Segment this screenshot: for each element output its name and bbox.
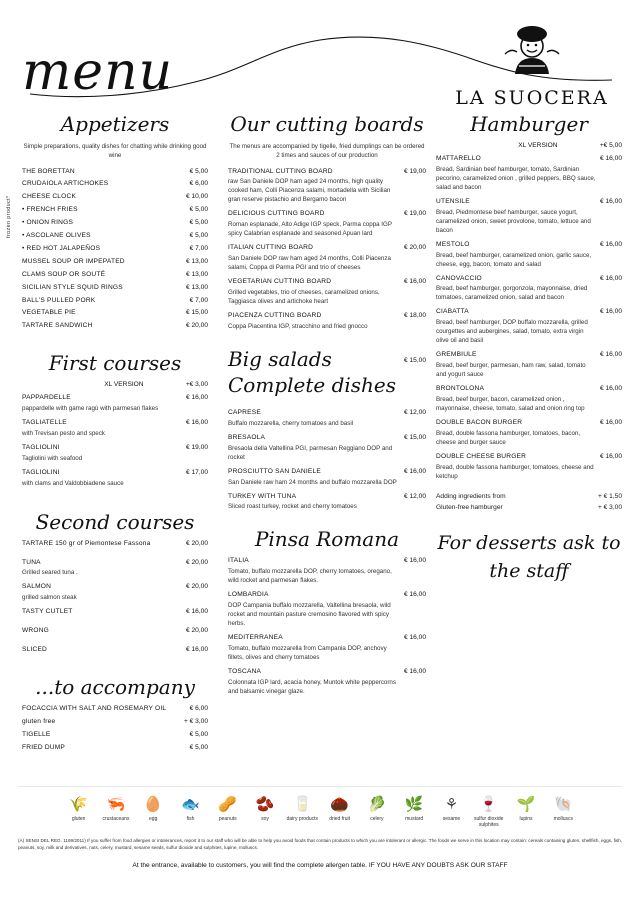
allergen-item [470,793,507,829]
divider [18,786,622,787]
list-item [228,434,426,443]
item-name: DOUBLE BACON BURGER [436,418,523,426]
extra-price: + € 3,00 [597,503,622,511]
item-name: PROSCIUTTO SAN DANIELE [228,467,321,475]
allergen-item [433,793,470,829]
item-desc: grilled salmon steak [22,594,77,602]
item-price: € 17,00 [186,468,208,476]
item-desc: with clams and Valdobbiadene sauce [22,479,124,487]
complete-dishes-list [228,409,426,512]
item-desc: Bread, Piedmontese beef hamburger, sauce yogurt, caramelized onion, sweet provolone, tomato, lettuce and bacon [436,208,591,234]
item-price: € 16,00 [404,467,426,475]
sulphites-icon: 🍷 [479,796,499,813]
brand-logo [442,22,622,109]
crustacean-icon: 🦐 [106,796,126,813]
hamburger-xl-line [436,142,622,149]
item-desc: raw San Daniele DOP ham aged 24 months, high quality cooked ham, Colli Piacenza salami, mortadella with Sicilian gran reserve pistachio and Bergamo bacon [228,178,391,204]
item-name: BALL'S PULLED PORK [22,296,96,304]
item-desc: Sliced roast turkey, rocket and cherry tomatoes [228,503,357,511]
allergen-label: sulfur dioxide sulphites [474,816,504,829]
section-title-appetizers: Appetizers [60,112,170,136]
allergen-label: dairy products [286,816,319,822]
item-name: TRADITIONAL CUTTING BOARD [228,167,333,175]
allergen-label: molluscs [553,816,574,822]
list-item [22,718,208,727]
item-name: TUNA [22,558,41,566]
list-item [436,308,622,317]
list-item [228,409,426,418]
desserts-note: For desserts ask to the staff [437,531,621,583]
item-name: GREMBIULE [436,351,477,359]
fish-icon: 🐟 [181,796,200,813]
item-name: TOSCANA [228,667,262,675]
item-name: • RED HOT JALAPEÑOS [22,244,101,252]
item-price: € 5,00 [189,232,208,240]
item-price: € 16,00 [404,557,426,565]
item-price: € 6,00 [189,180,208,188]
item-desc: San Daniele DOP raw ham aged 24 months, Colli Piacenza salami, Coppa di Parma PGI and trio of cheeses [228,255,391,272]
extra-name: Gluten-free hamburger [436,503,503,511]
cutting-boards-list [228,168,426,332]
item-price: € 16,00 [600,308,622,316]
item-name: • ONION RINGS [22,219,74,227]
allergen-label: sesame [442,816,461,822]
legal-disclaimer: (A) SENSI DEL REG. 1169/2011) If you suffer from food allergies or intolerances, report it to our staff who will be able to help you avoid foods that contain products to which you are intolerant or allergic. The foods we serve in this location may contain: cereals containing gluten, shellfish, eggs, fish, peanuts, soy, milk and derivatives, nuts, celery, mustard, sesame seeds, sulfur dioxide and sulphites, lupine, molluscs. [18,838,622,850]
item-desc: Tagliolini with seafood [22,454,83,462]
item-name: CRUDAIOLA ARTICHOKES [22,180,109,188]
item-name: THE BORETTAN [22,167,75,175]
allergen-item [358,793,395,829]
list-item [22,469,208,478]
item-name: CHEESE CLOCK [22,193,77,201]
allergen-item [284,793,321,829]
list-item [22,232,208,241]
item-name: BRESAOLA [228,433,266,441]
list-item [22,744,208,753]
section-title-cutting-boards: Our cutting boards [230,112,424,136]
section-title-accompany: ...to accompany [35,674,195,699]
soy-icon: 🫘 [255,796,275,813]
list-item [436,155,622,164]
item-desc: Bread, beef hamburger, DOP buffalo mozzarella, grilled courgettes and aubergines, salad, tomato, extra virgin olive oil and basil [436,319,588,345]
big-salads-header [228,347,426,371]
first-courses-list [22,394,208,489]
list-item [228,278,426,287]
item-name: TARTARE 150 gr of Piemontese Fassona [22,539,151,547]
allergen-item [507,793,544,829]
item-name: CIABATTA [436,308,469,316]
nuts-icon: 🌰 [330,796,349,813]
list-item [22,540,208,549]
item-name: MEDITERRANEA [228,634,283,642]
item-price: € 5,00 [189,219,208,227]
item-price: € 5,00 [189,206,208,214]
item-desc: Buffalo mozzarella, cherry tomatoes and basil [228,419,354,427]
xl-price: +€ 3,00 [185,381,208,389]
sesame-icon: ⚘ [444,796,459,813]
item-desc: Bread, beef burger, parmesan, ham raw, salad, tomato and yogurt sauce [436,362,586,379]
item-price: € 12,00 [404,492,426,500]
item-name: CAPRESE [228,408,261,416]
item-price: € 16,00 [186,608,208,616]
item-name: ITALIAN CUTTING BOARD [228,244,314,252]
item-desc: DOP Campania buffalo mozzarella, Valtellina bresaola, wild rocket and mountain pasture cremosino flavored with spicy herbs. [228,602,391,628]
list-item [22,309,208,318]
item-price: € 7,00 [189,244,208,252]
item-price: € 5,00 [189,167,208,175]
menu-header [0,0,640,110]
item-price: + € 3,00 [183,717,208,725]
allergen-item [246,793,283,829]
item-price: € 15,00 [404,433,426,441]
allergen-item [209,793,246,829]
list-item [22,245,208,254]
list-item [228,493,426,502]
item-desc: Bread, beef hamburger, gorgonzola, mayonnaise, dried tomatoes, caramelized onion, salad and bacon [436,285,588,302]
item-desc: Bread, double fassona hamburger, tomatoes, bacon, cheese and burger sauce [436,429,581,446]
item-price: € 20,00 [186,322,208,330]
item-price: € 16,00 [404,667,426,675]
section-title-second-courses: Second courses [35,509,195,534]
item-name: • FRENCH FRIES [22,206,78,214]
celery-icon: 🥬 [367,796,387,813]
allergen-item [396,793,433,829]
list-item [228,468,426,477]
mustard-icon: 🌿 [404,796,424,813]
item-name: FRIED DUMP [22,743,66,751]
item-price: € 16,00 [600,452,622,460]
item-name: TAGLIATELLE [22,419,67,427]
allergen-item [135,793,172,829]
list-item [228,168,426,177]
xl-label: XL VERSION [518,142,558,149]
list-item [436,385,622,394]
list-item [436,241,622,250]
section-title-complete-dishes: Complete dishes [228,372,397,397]
item-price: € 16,00 [600,155,622,162]
list-item [22,444,208,453]
item-price: € 20,00 [404,244,426,252]
list-item [228,557,426,566]
second-courses-list [22,540,208,655]
extra-line [436,504,622,511]
list-item [22,258,208,267]
item-name: SALMON [22,583,52,591]
cutting-boards-note: The menus are accompanied by tigelle, fried dumplings can be ordered 2 times and sauces of our production [229,143,425,160]
appetizers-list [22,168,208,332]
item-name: SICILIAN STYLE SQUID RINGS [22,283,123,291]
item-desc: pappardelle with game ragù with parmesan flakes [22,405,159,413]
xl-label: XL VERSION [104,381,144,389]
item-price: € 13,00 [186,257,208,265]
allergen-item [172,793,209,829]
item-name: VEGETABLE PIE [22,309,76,317]
item-desc: Tomato, buffalo mozzarella DOP, cherry tomatoes, oregano, wild rocket and parmesan flakes. [228,568,392,585]
section-title-big-salads: Big salads [228,346,332,371]
item-price: € 19,00 [404,210,426,218]
item-desc: with Trevisan pesto and speck [22,429,105,437]
item-price: € 16,00 [186,646,208,654]
allergen-item [60,793,97,829]
list-item [22,646,208,655]
item-price: € 16,00 [600,197,622,205]
list-item [22,193,208,202]
list-item [436,419,622,428]
allergen-row [60,793,582,829]
extra-price: + € 1,50 [597,492,622,500]
list-item [22,559,208,568]
allergen-label: gluten [71,816,86,822]
item-name: TARTARE SANDWICH [22,322,93,330]
extra-name: Adding ingredients from [436,492,506,500]
item-name: SLICED [22,646,48,654]
list-item [22,583,208,592]
hamburger-list [436,155,622,482]
extra-line [436,493,622,500]
item-desc: Bread, Sardinian beef hamburger, tomato, Sardinian pecorino, caramelized onion , grilled peppers, BBQ sauce, salad and bacon [436,165,596,191]
item-desc: Coppa Piacentina IGP, stracchino and fried gnocco [228,322,368,330]
allergen-label: egg [149,816,158,822]
list-item [22,206,208,215]
item-price: € 20,00 [186,558,208,566]
pinsa-list [228,557,426,696]
item-price: € 19,00 [404,167,426,175]
item-name: FOCACCIA WITH SALT AND ROSEMARY OIL [22,704,167,712]
item-price: € 16,00 [404,634,426,642]
frozen-product-label: frozen product* [6,195,12,238]
list-item [22,180,208,189]
allergen-item [321,793,358,829]
list-item [22,219,208,228]
item-price: € 5,00 [189,743,208,751]
item-desc: Colonnata IGP lard, acacia honey, Muntok white peppercorns and balsamic vinegar glaze. [228,678,396,695]
list-item [228,312,426,321]
list-item [436,198,622,207]
allergen-label: celery [370,816,384,822]
list-item [22,284,208,293]
item-name: gluten free [22,717,56,725]
item-price: € 20,00 [186,583,208,591]
list-item [436,351,622,360]
item-name: CANOVACCIO [436,274,482,282]
item-price: € 20,00 [186,627,208,635]
item-desc: Bresaola della Valtellina PGI, parmesan Reggiano DOP and rocket [228,444,393,461]
item-name: TAGLIOLINI [22,443,60,451]
allergen-label: soy [261,816,269,822]
allergen-label: fish [186,816,195,822]
column-middle [228,112,426,702]
item-name: ITALIA [228,557,249,565]
list-item [228,634,426,643]
item-name: TASTY CUTLET [22,608,73,616]
item-price: € 13,00 [186,270,208,278]
xl-price: +€ 5,00 [599,142,622,149]
item-name: TAGLIOLINI [22,468,60,476]
list-item [22,322,208,331]
item-desc: San Daniele raw ham 24 months and buffalo mozzarella DOP [228,478,397,486]
column-right [436,112,622,586]
milk-icon: 🥛 [292,796,312,813]
allergen-label: crustaceans [102,816,130,822]
column-left [22,112,208,757]
item-price: € 6,00 [189,704,208,712]
item-desc: Bread, beef hamburger, caramelized onion, garlic sauce, cheese, egg, bacon, tomato and salad [436,251,592,268]
item-price: € 16,00 [404,278,426,286]
egg-icon: 🥚 [143,796,163,813]
item-name: PIACENZA CUTTING BOARD [228,312,322,320]
section-title-hamburger: Hamburger [470,112,588,136]
item-name: DOUBLE CHEESE BURGER [436,452,527,460]
appetizers-note: Simple preparations, quality dishes for chatting while drinking good wine [23,143,207,160]
footer-note: At the entrance, available to customers, you will find the complete allergen table. IF YOU HAVE ANY DOUBTS ASK OUR STAFF [132,862,508,869]
list-item [22,271,208,280]
item-desc: Grilled vegetables, trio of cheeses, caramelized onions, Taggiasca olives and artichoke heart [228,289,380,306]
item-name: • ASCOLANE OLIVES [22,232,91,240]
brand-name: LA SUOCERA [455,87,609,109]
item-price: € 12,00 [404,408,426,416]
item-price: € 18,00 [404,312,426,320]
item-price: € 16,00 [186,394,208,402]
list-item [228,591,426,600]
allergen-label: lupins [519,816,533,822]
item-name: MATTARELLO [436,155,481,162]
item-price: € 16,00 [404,591,426,599]
list-item [22,731,208,740]
item-price: € 16,00 [600,418,622,426]
allergen-label: peanuts [218,816,237,822]
list-item [22,297,208,306]
item-name: TURKEY WITH TUNA [228,492,297,500]
list-item [436,275,622,284]
item-name: UTENSILE [436,197,470,205]
big-salads-price: € 15,00 [404,356,426,364]
list-item [228,210,426,219]
section-title-pinsa-romana: Pinsa Romana [254,527,400,552]
item-name: TIGELLE [22,730,51,738]
item-name: DELICIOUS CUTTING BOARD [228,210,325,218]
item-name: MUSSEL SOUP OR IMPEPATED [22,257,125,265]
item-desc: Roman esplanade, Alto Adige IGP speck, Parma coppa IGP spicy Calabrian esplanade and seasoned Apuan lard [228,221,392,238]
item-desc: Bread, beef burger, bacon, caramelized onion , mayonnaise, cheese, tomato, salad and onion ring top [436,396,585,412]
list-item [22,419,208,428]
item-desc: Bread, double fassona hamburger, tomatoes, cheese and ketchup [436,463,594,480]
item-price: € 15,00 [186,309,208,317]
list-item [228,668,426,677]
accompany-list [22,705,208,753]
allergen-item [545,793,582,829]
first-courses-xl-line [22,381,208,388]
item-name: WRONG [22,627,50,635]
lupins-icon: 🌱 [516,796,536,813]
item-price: € 20,00 [186,539,208,547]
page-title: menu [22,42,174,102]
allergen-label: dried fruit [329,816,351,822]
item-name: MESTOLO [436,240,470,248]
item-desc: Grilled seared tuna . [22,569,78,577]
list-item [22,394,208,403]
item-name: BRONTOLONA [436,385,485,393]
item-price: € 16,00 [186,419,208,427]
list-item [22,168,208,177]
item-price: € 13,00 [186,283,208,291]
allergen-item [97,793,134,829]
item-price: € 10,00 [186,193,208,201]
list-item [22,705,208,714]
allergen-label: mustard [405,816,424,822]
item-name: LOMBARDIA [228,591,269,599]
item-price: € 16,00 [600,351,622,359]
peanut-icon: 🥜 [218,796,238,813]
item-price: € 5,00 [189,730,208,738]
item-price: € 16,00 [600,240,622,248]
item-price: € 16,00 [600,274,622,282]
item-name: VEGETARIAN CUTTING BOARD [228,278,332,286]
wheat-icon: 🌾 [69,796,88,813]
item-price: € 7,00 [189,296,208,304]
list-item [22,627,208,636]
item-name: CLAMS SOUP OR SOUTÉ [22,270,106,278]
item-price: € 16,00 [600,385,622,393]
molluscs-icon: 🐚 [553,796,573,813]
list-item [228,244,426,253]
section-title-first-courses: First courses [48,351,182,376]
list-item [436,453,622,462]
item-name: PAPPARDELLE [22,394,71,402]
list-item [22,608,208,617]
item-price: € 19,00 [186,443,208,451]
item-desc: Tomato, buffalo mozzarella from Campania DOP, anchovy fillets, olives and cherry tomatoes [228,644,387,661]
chef-lady-logo-icon [497,22,567,80]
